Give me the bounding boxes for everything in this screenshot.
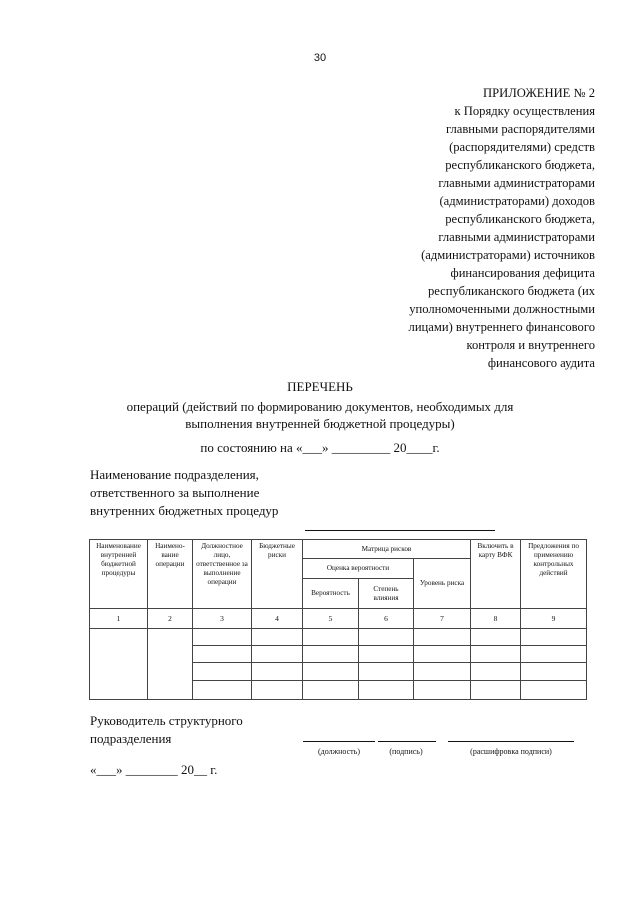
table-cell[interactable] <box>303 629 359 646</box>
appendix-line: ПРИЛОЖЕНИЕ № 2 <box>483 86 595 100</box>
table-cell[interactable] <box>359 663 414 681</box>
appendix-line: (распорядителями) средств <box>449 140 595 154</box>
position-caption: (должность) <box>318 747 360 756</box>
table-cell[interactable] <box>193 646 252 663</box>
table-cell[interactable] <box>303 681 359 700</box>
header-include-in-map: Включить в карту ВФК <box>471 540 521 609</box>
table-cell[interactable] <box>359 629 414 646</box>
header-impact-degree: Степень влияния <box>359 579 414 609</box>
table-cell[interactable] <box>359 646 414 663</box>
header-probability: Вероятность <box>303 579 359 609</box>
table-cell[interactable] <box>471 663 521 681</box>
column-number: 1 <box>90 609 148 629</box>
column-number-row <box>90 609 587 629</box>
column-number: 9 <box>521 609 587 629</box>
header-risk-matrix: Матрица рисков <box>303 540 471 559</box>
list-subtitle: операций (действий по формированию документов, необходимых для выполнения внутренней бюджетной процедуры) <box>126 399 514 431</box>
decode-blank <box>448 741 574 742</box>
appendix-line: лицами) внутреннего финансового <box>408 320 595 334</box>
table-cell[interactable] <box>471 629 521 646</box>
table-cell[interactable] <box>521 663 587 681</box>
table-cell[interactable] <box>252 646 303 663</box>
page-number: 30 <box>313 52 327 64</box>
appendix-line: финансирования дефицита <box>450 266 595 280</box>
header-risk-level: Уровень риска <box>414 559 471 609</box>
column-number: 4 <box>252 609 303 629</box>
signature-date-line: «___» ________ 20__ г. <box>90 762 218 777</box>
appendix-line: республиканского бюджета, <box>445 158 595 172</box>
table-cell[interactable] <box>471 681 521 700</box>
column-number: 3 <box>193 609 252 629</box>
appendix-line: финансового аудита <box>487 356 595 370</box>
table-cell[interactable] <box>521 681 587 700</box>
header-probability-assessment: Оценка вероятности <box>303 559 414 579</box>
signature-blank <box>378 741 436 742</box>
table-cell[interactable] <box>252 629 303 646</box>
table-cell[interactable] <box>414 663 471 681</box>
header-operation-name: Наимено-вание операции <box>148 540 193 609</box>
appendix-line: главными администраторами <box>438 230 595 244</box>
appendix-header <box>345 84 595 372</box>
operations-table <box>89 539 587 700</box>
column-number: 8 <box>471 609 521 629</box>
table-cell[interactable] <box>414 681 471 700</box>
table-cell[interactable] <box>471 646 521 663</box>
header-control-proposals: Предложения по применению контрольных действий <box>521 540 587 609</box>
header-budget-risks: Бюджетные риски <box>252 540 303 609</box>
header-procedure-name: Наименование внутренней бюджетной процедуры <box>90 540 148 609</box>
appendix-line: уполномоченными должностными <box>409 302 595 316</box>
table-row <box>90 629 587 646</box>
table-cell[interactable] <box>521 646 587 663</box>
column-number: 5 <box>303 609 359 629</box>
table-cell[interactable] <box>193 663 252 681</box>
table-cell[interactable] <box>303 663 359 681</box>
table-cell[interactable] <box>303 646 359 663</box>
appendix-line: к Порядку осуществления <box>454 104 595 118</box>
decode-caption: (расшифровка подписи) <box>470 747 552 756</box>
list-title: ПЕРЕЧЕНЬ <box>287 379 353 394</box>
appendix-line: главными администраторами <box>438 176 595 190</box>
table-cell[interactable] <box>193 681 252 700</box>
signature-caption: (подпись) <box>389 747 423 756</box>
appendix-line: республиканского бюджета (их <box>427 284 595 298</box>
table-cell[interactable] <box>90 629 148 700</box>
unit-name-label: Наименование подразделения, ответственного за выполнение внутренних бюджетных процедур <box>90 467 279 518</box>
position-blank <box>303 741 375 742</box>
head-of-unit-label: Руководитель структурного подразделения <box>90 713 243 746</box>
as-of-date-line: по состоянию на «___» _________ 20____г. <box>200 440 440 455</box>
table-cell[interactable] <box>414 629 471 646</box>
table-cell[interactable] <box>148 629 193 700</box>
header-responsible-person: Должностное лицо, ответственное за выполнение операции <box>193 540 252 609</box>
column-number: 6 <box>359 609 414 629</box>
appendix-line: (администраторами) доходов <box>439 194 595 208</box>
appendix-line: главными распорядителями <box>445 122 595 136</box>
table-cell[interactable] <box>414 646 471 663</box>
table-cell[interactable] <box>359 681 414 700</box>
table-cell[interactable] <box>252 681 303 700</box>
appendix-line: контроля и внутреннего <box>466 338 595 352</box>
appendix-line: (администраторами) источников <box>421 248 595 262</box>
unit-name-blank <box>305 530 495 531</box>
table-cell[interactable] <box>193 629 252 646</box>
table-cell[interactable] <box>252 663 303 681</box>
table-cell[interactable] <box>521 629 587 646</box>
column-number: 2 <box>148 609 193 629</box>
appendix-line: республиканского бюджета, <box>445 212 595 226</box>
column-number: 7 <box>414 609 471 629</box>
